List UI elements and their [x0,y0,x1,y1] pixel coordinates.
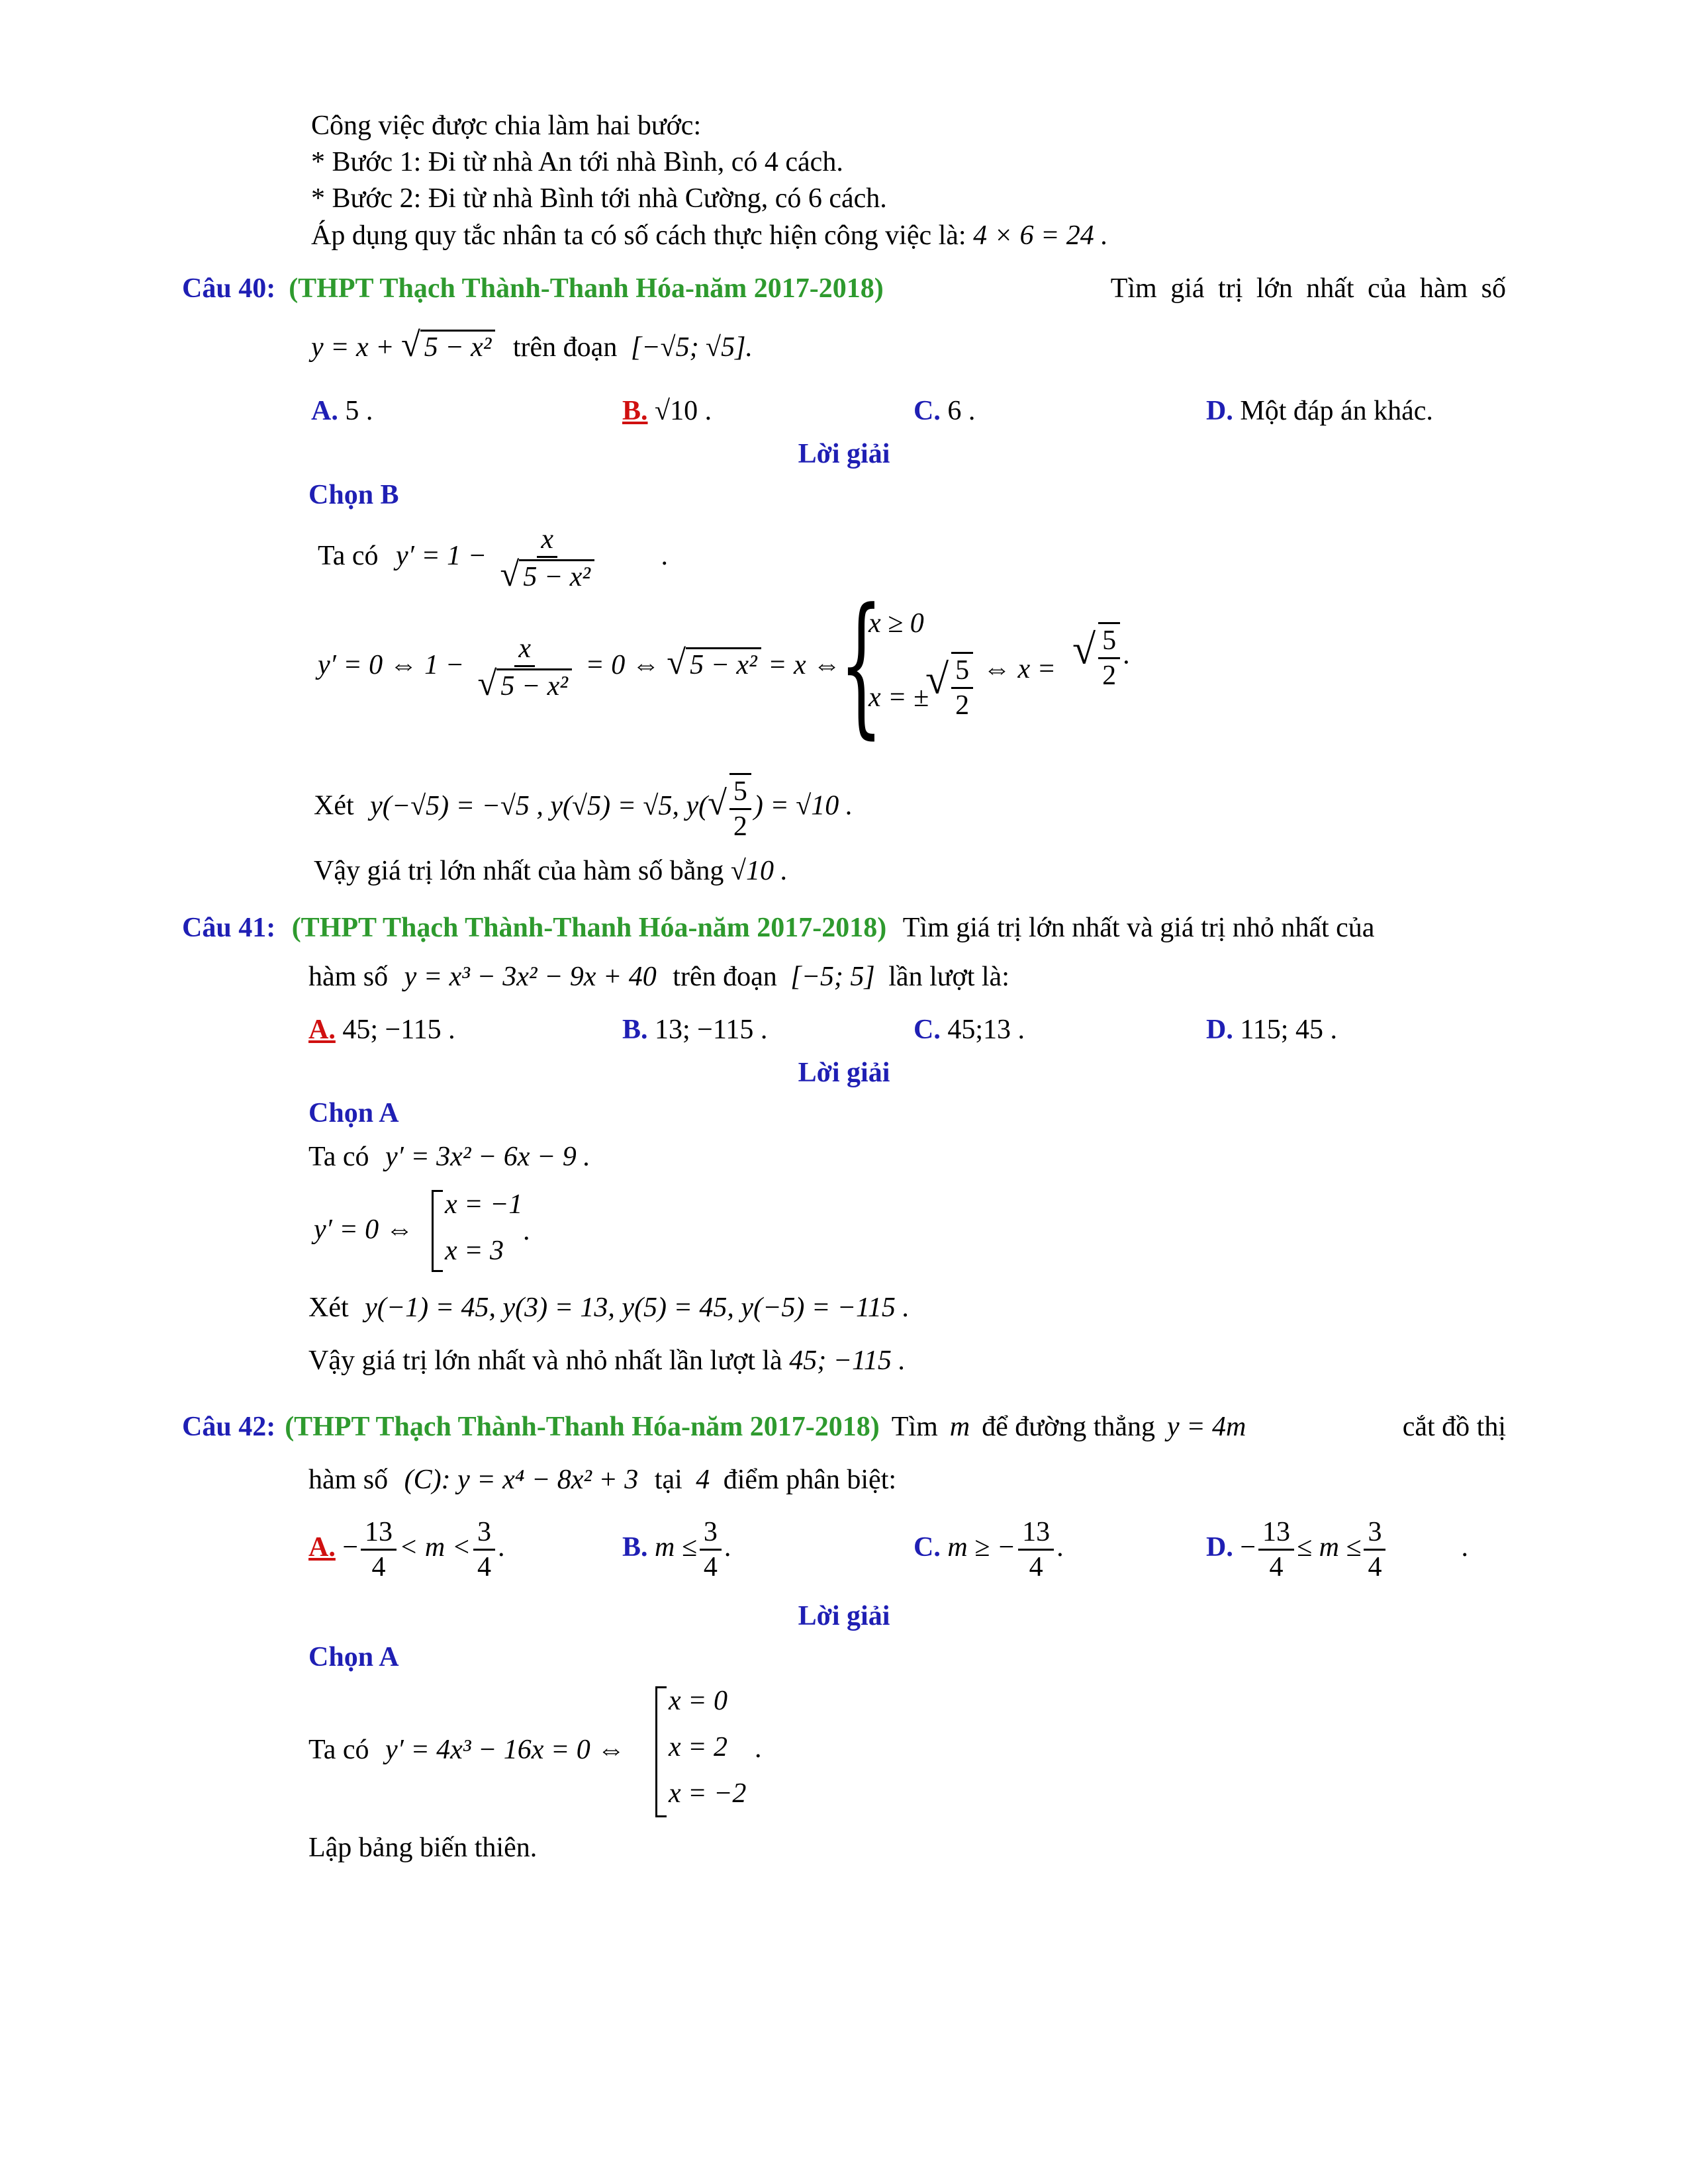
q40-opt-b-label: B. [622,396,648,426]
q40-option-b [622,394,712,428]
q41-line2c: lần lượt là: [888,962,1009,992]
q42-opt-d-den2: 4 [1368,1552,1382,1582]
q42-bracket [655,1686,667,1817]
intro-line-4 [311,218,1108,253]
q40-conclusion [314,854,788,888]
q40-result-frac-num: 5 [1098,624,1120,659]
q42-label: Câu 42: [182,1412,276,1442]
q41-segment: [−5; 5] [790,962,875,992]
q42-opt-a-num2: 3 [473,1516,495,1551]
q40-deriv-den: 5 − x² [519,559,594,593]
q41-ta-co: Ta có [308,1142,369,1172]
q41-root-2: x = 3 [445,1236,504,1266]
q41-root-1: x = −1 [445,1189,523,1220]
q42-solution-title: Lời giải [798,1601,890,1631]
q40-label: Câu 40: [182,273,276,304]
q40-result-frac-den: 2 [1102,660,1117,691]
q42-option-d: D. − $\frac{13}{4}$ ≤ m ≤ $\frac{3}{4}$ . [1206,1517,1468,1582]
q42-header [182,1410,1506,1444]
q41-opt-b-value: 13; −115 . [655,1015,768,1045]
q42-opt-a-num1: 13 [361,1516,397,1551]
q42-opt-a-den1: 4 [371,1552,386,1582]
q42-opt-b-label: B. [622,1532,648,1563]
q42-table-note: Lập bảng biến thiên. [308,1833,538,1863]
q41-line2b: trên đoạn [673,962,777,992]
q40-deriv: y′ = 1 − [396,541,487,572]
q40-equation: y′ = 0 ⇔ 1 − $\frac{x}{\text{√ 5 − x²}}$ = 0 ⇔ √ 5 − x² = x ⇔ [318,633,841,703]
q41-header [182,911,1374,945]
q42-choose: Chọn A [308,1642,399,1672]
q42-opt-d-label: D. [1206,1532,1233,1563]
q42-root-2: x = 2 [669,1732,727,1762]
q40-conclusion-text: Vậy giá trị lớn nhất của hàm số bằng [314,856,724,886]
q40-sys-frac-den: 2 [955,690,970,721]
q42-opt-a-minus: − [342,1532,359,1563]
q41-opt-d-value: 115; 45 . [1240,1015,1337,1045]
q41-xet: Xét [308,1293,349,1323]
q41-eq-left: y′ = 0 ⇔ [314,1214,414,1245]
q40-on-segment: trên đoạn [512,332,618,363]
q40-sys2: x = ± [868,682,929,713]
q40-derivative: Ta có y′ = 1 − $\frac{x}{\text{√ 5 − x²}}$ . [318,524,668,594]
q40-system-line-1: x ≥ 0 [868,608,924,639]
q40-eq-den: 5 − x² [496,668,572,702]
q42-opt-c-num: 13 [1018,1516,1054,1551]
q41-conclusion-text: Vậy giá trị lớn nhất và nhỏ nhất lần lượt là [308,1345,782,1376]
intro-line-3: * Bước 2: Đi từ nhà Bình tới nhà Cường, có 6 cách. [311,183,887,214]
q40-system-brace: { [839,576,883,753]
q42-opt-a-rel: < m < [399,1532,471,1563]
q40-eq-mid2: 5 − x² [686,647,761,681]
q41-deriv: y′ = 3x² − 6x − 9 . [385,1142,590,1172]
q40-opt-d-value: Một đáp án khác. [1240,396,1433,426]
q42-root-period: . [755,1733,762,1764]
q40-option-d [1206,394,1433,428]
q40-xet-a: y(−√5) = −√5 , y(√5) = √5, y( [370,790,708,821]
q40-function-line: y = x + √ 5 − x² trên đoạn [−√5; √5]. [311,326,753,364]
q42-option-a: A. − $\frac{13}{4}$ < m < $\frac{3}{4}$ . [308,1517,505,1582]
intro-line-1: Công việc được chia làm hai bước: [311,111,702,141]
q41-derivative [308,1140,590,1174]
q40-eq-right: ⇔ x = [983,654,1056,684]
q40-evaluate: Xét y(−√5) = −√5 , y(√5) = √5, y(√ $\frac{5}{2}$ ) = √10 . [314,773,853,843]
q42-text-a: Tìm [891,1412,938,1442]
q41-opt-c-label: C. [914,1015,941,1045]
q40-func-a: y = x + [311,332,401,363]
intro-line-4-math: 4 × 6 = 24 . [973,220,1108,251]
q42-option-c: C. m ≥ − $\frac{13}{4}$ . [914,1517,1064,1582]
q40-header [182,271,1506,306]
q42-opt-d-num2: 3 [1364,1516,1385,1551]
q42-root-3: x = −2 [669,1778,747,1809]
q41-xet-values: y(−1) = 45, y(3) = 13, y(5) = 45, y(−5) = −115 . [365,1293,910,1323]
q41-func: y = x³ − 3x² − 9x + 40 [404,962,657,992]
q42-option-b: B. m ≤ $\frac{3}{4}$ . [622,1517,731,1582]
q42-opt-c-den: 4 [1029,1552,1043,1582]
q40-sys-frac-num: 5 [951,654,973,689]
q40-opt-a-label: A. [311,396,338,426]
q42-derivative [308,1733,625,1767]
q41-opt-b-label: B. [622,1015,648,1045]
q40-opt-a-value: 5 . [345,396,373,426]
q40-opt-c-label: C. [914,396,941,426]
q41-source: (THPT Thạch Thành-Thanh Hóa-năm 2017-2018) [291,913,887,943]
q40-deriv-den-wrap: √ 5 − x² [496,558,598,594]
q42-opt-c-rel: m ≥ − [947,1532,1016,1563]
q42-opt-a-den2: 4 [477,1552,492,1582]
q40-choose: Chọn B [308,480,399,510]
q41-conclusion [308,1343,906,1378]
q41-root-period: . [523,1216,530,1246]
q42-text-b: để đường thẳng [982,1412,1156,1442]
q42-opt-c-label: C. [914,1532,941,1563]
q42-line2a: hàm số [308,1465,389,1495]
q40-xet: Xét [314,790,354,821]
q42-source: (THPT Thạch Thành-Thanh Hóa-năm 2017-2018) [285,1412,880,1442]
q40-source: (THPT Thạch Thành-Thanh Hóa-năm 2017-2018) [289,273,884,304]
q42-deriv: y′ = 4x³ − 16x = 0 ⇔ [385,1735,626,1765]
q42-line2b: tại [654,1465,682,1495]
q41-option-d [1206,1013,1337,1047]
q40-option-a [311,394,373,428]
q41-bracket [432,1190,443,1272]
q41-label: Câu 41: [182,913,276,943]
q40-xet-frac-den: 2 [733,811,747,842]
q40-option-c [914,394,975,428]
q41-solution-title: Lời giải [798,1058,890,1088]
q40-xet-frac-num: 5 [729,775,751,810]
q42-text-c: cắt đồ thị [1402,1412,1506,1442]
q40-sys-root-frac: √ $\frac{5}{2}$ [925,652,976,722]
intro-line-4-text: Áp dụng quy tắc nhân ta có số cách thực hiện công việc là: [311,220,966,251]
q41-conclusion-value: 45; −115 . [789,1345,906,1376]
q41-choose: Chọn A [308,1098,399,1128]
q41-line2a: hàm số [308,962,389,992]
q40-ta-co: Ta có [318,541,379,572]
q42-line-2 [308,1463,896,1497]
q42-opt-d-den1: 4 [1269,1552,1284,1582]
q40-solution-title: Lời giải [798,439,890,469]
q42-line2c: điểm phân biệt: [723,1465,897,1495]
q42-opt-b-rel: m ≤ [655,1532,697,1563]
q40-func-rad: 5 − x² [420,330,496,363]
q42-opt-d-rel: ≤ m ≤ [1297,1532,1362,1563]
q40-xet-b: ) = √10 . [753,790,853,821]
q40-eq-mid: = 0 ⇔ [585,650,660,681]
q41-option-b [622,1013,767,1047]
q40-opt-b-value: √10 . [655,396,712,426]
q41-option-c [914,1013,1025,1047]
q41-opt-a-value: 45; −115 . [342,1015,455,1045]
q40-result-root-frac: √ $\frac{5}{2}$ . [1072,622,1130,692]
q40-eq-mid3: = x ⇔ [768,650,841,681]
q40-eq-left: y′ = 0 ⇔ 1 − [318,650,465,681]
q41-text: Tìm giá trị lớn nhất và giá trị nhỏ nhất của [902,913,1375,943]
q41-line-2 [308,960,1009,994]
q40-deriv-num: x [537,523,557,558]
q42-root-1: x = 0 [669,1686,727,1716]
q41-option-a [308,1013,455,1047]
q41-evaluate [308,1291,910,1325]
q42-line: y = 4m [1167,1412,1246,1442]
q40-conclusion-value: √10 . [730,856,788,886]
q40-eq-fraction: $\frac{x}{\text{√ 5 − x²}}$ [474,632,576,703]
q42-four: 4 [696,1465,710,1495]
q42-opt-b-den: 4 [703,1552,718,1582]
q40-deriv-fraction [496,523,598,594]
q42-opt-d-minus: − [1240,1532,1256,1563]
q42-opt-d-num1: 13 [1258,1516,1294,1551]
q41-opt-a-label: A. [308,1015,336,1045]
q40-opt-c-value: 6 . [947,396,976,426]
q40-eq-num: x [514,632,535,667]
q42-func: (C): y = x⁴ − 8x² + 3 [404,1465,639,1495]
q40-opt-d-label: D. [1206,396,1233,426]
q40-text: Tìm giá trị lớn nhất của hàm số [1110,273,1506,304]
intro-line-2: * Bước 1: Đi từ nhà An tới nhà Bình, có 4 cách. [311,147,843,177]
q40-segment: [−√5; √5]. [630,332,753,363]
q41-opt-d-label: D. [1206,1015,1233,1045]
q42-m: m [949,1412,970,1442]
q40-system-line-2 [868,680,929,715]
q42-ta-co: Ta có [308,1735,369,1765]
q41-opt-c-value: 45;13 . [947,1015,1025,1045]
q42-opt-a-label: A. [308,1532,336,1563]
q42-opt-b-num: 3 [700,1516,722,1551]
